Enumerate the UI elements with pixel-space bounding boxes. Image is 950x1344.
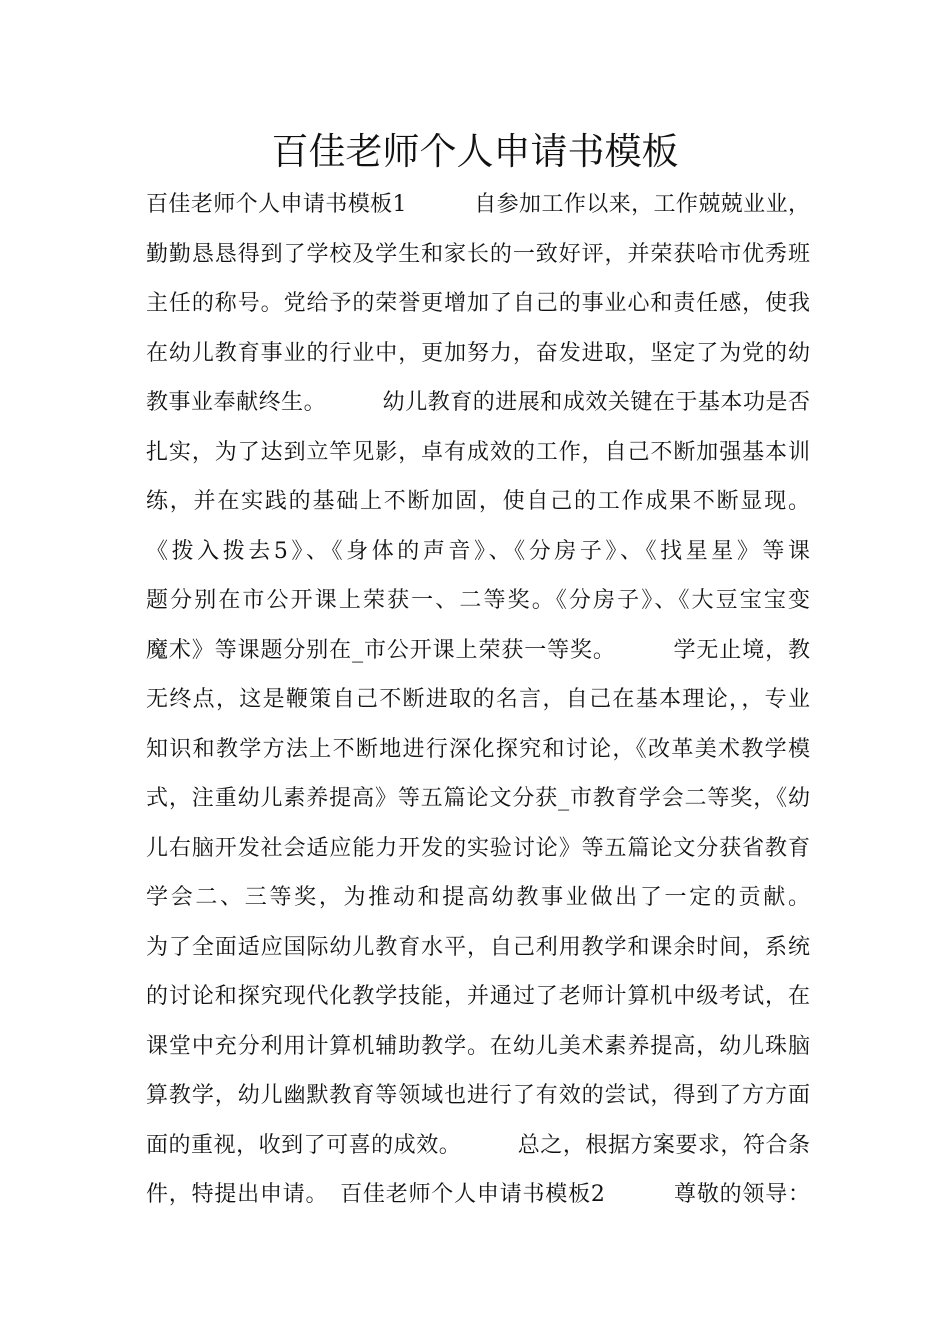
document-body [146, 180, 810, 1220]
body-line: 为了全面适应国际幼儿教育水平，自己利用教学和课余时间，系统 [146, 934, 810, 960]
body-line: 扎实，为了达到立竿见影，卓有成效的工作，自己不断加强基本训 [146, 439, 810, 465]
body-line: 的讨论和探究现代化教学技能，并通过了老师计算机中级考试，在 [146, 984, 810, 1009]
body-line: 件，特提出申请。 百佳老师个人申请书模板2 尊敬的领导： [146, 1182, 810, 1207]
body-line: 式，注重幼儿素养提高》等五篇论文分获_市教育学会二等奖，《幼 [146, 786, 810, 811]
body-line: 勤勤恳恳得到了学校及学生和家长的一致好评，并荣获哈市优秀班 [146, 241, 810, 267]
body-line: 知识和教学方法上不断地进行深化探究和讨论，《改革美术教学模 [146, 736, 810, 762]
body-line: 课堂中充分利用计算机辅助教学。在幼儿美术素养提高，幼儿珠脑 [146, 1033, 810, 1059]
body-line: 练，并在实践的基础上不断加固，使自己的工作成果不断显现。 [146, 489, 810, 514]
body-line: 儿右脑开发社会适应能力开发的实验讨论》等五篇论文分获省教育 [146, 835, 810, 861]
body-line: 面的重视，收到了可喜的成效。 总之，根据方案要求，符合条 [146, 1132, 810, 1158]
body-line: 魔术》等课题分别在_市公开课上荣获一等奖。 学无止境，教 [146, 637, 810, 663]
body-line: 无终点，这是鞭策自己不断进取的名言，自己在基本理论，，专业 [146, 687, 810, 712]
body-line: 《拨入拨去5》、《身体的声音》、《分房子》、《找星星》等课 [146, 538, 810, 564]
body-line: 题分别在市公开课上荣获一、二等奖。《分房子》、《大豆宝宝变 [146, 588, 810, 613]
body-line: 学会二、三等奖，为推动和提高幼教事业做出了一定的贡献。 [146, 885, 810, 910]
body-line: 主任的称号。党给予的荣誉更增加了自己的事业心和责任感，使我 [146, 291, 810, 316]
body-line: 算教学，幼儿幽默教育等领域也进行了有效的尝试，得到了方方面 [146, 1083, 810, 1108]
body-line: 教事业奉献终生。 幼儿教育的进展和成效关键在于基本功是否 [146, 390, 810, 415]
body-line: 百佳老师个人申请书模板1 自参加工作以来，工作兢兢业业， [146, 192, 810, 217]
body-line: 在幼儿教育事业的行业中，更加努力，奋发进取，坚定了为党的幼 [146, 340, 810, 366]
document-title: 百佳老师个人申请书模板 [271, 130, 679, 173]
